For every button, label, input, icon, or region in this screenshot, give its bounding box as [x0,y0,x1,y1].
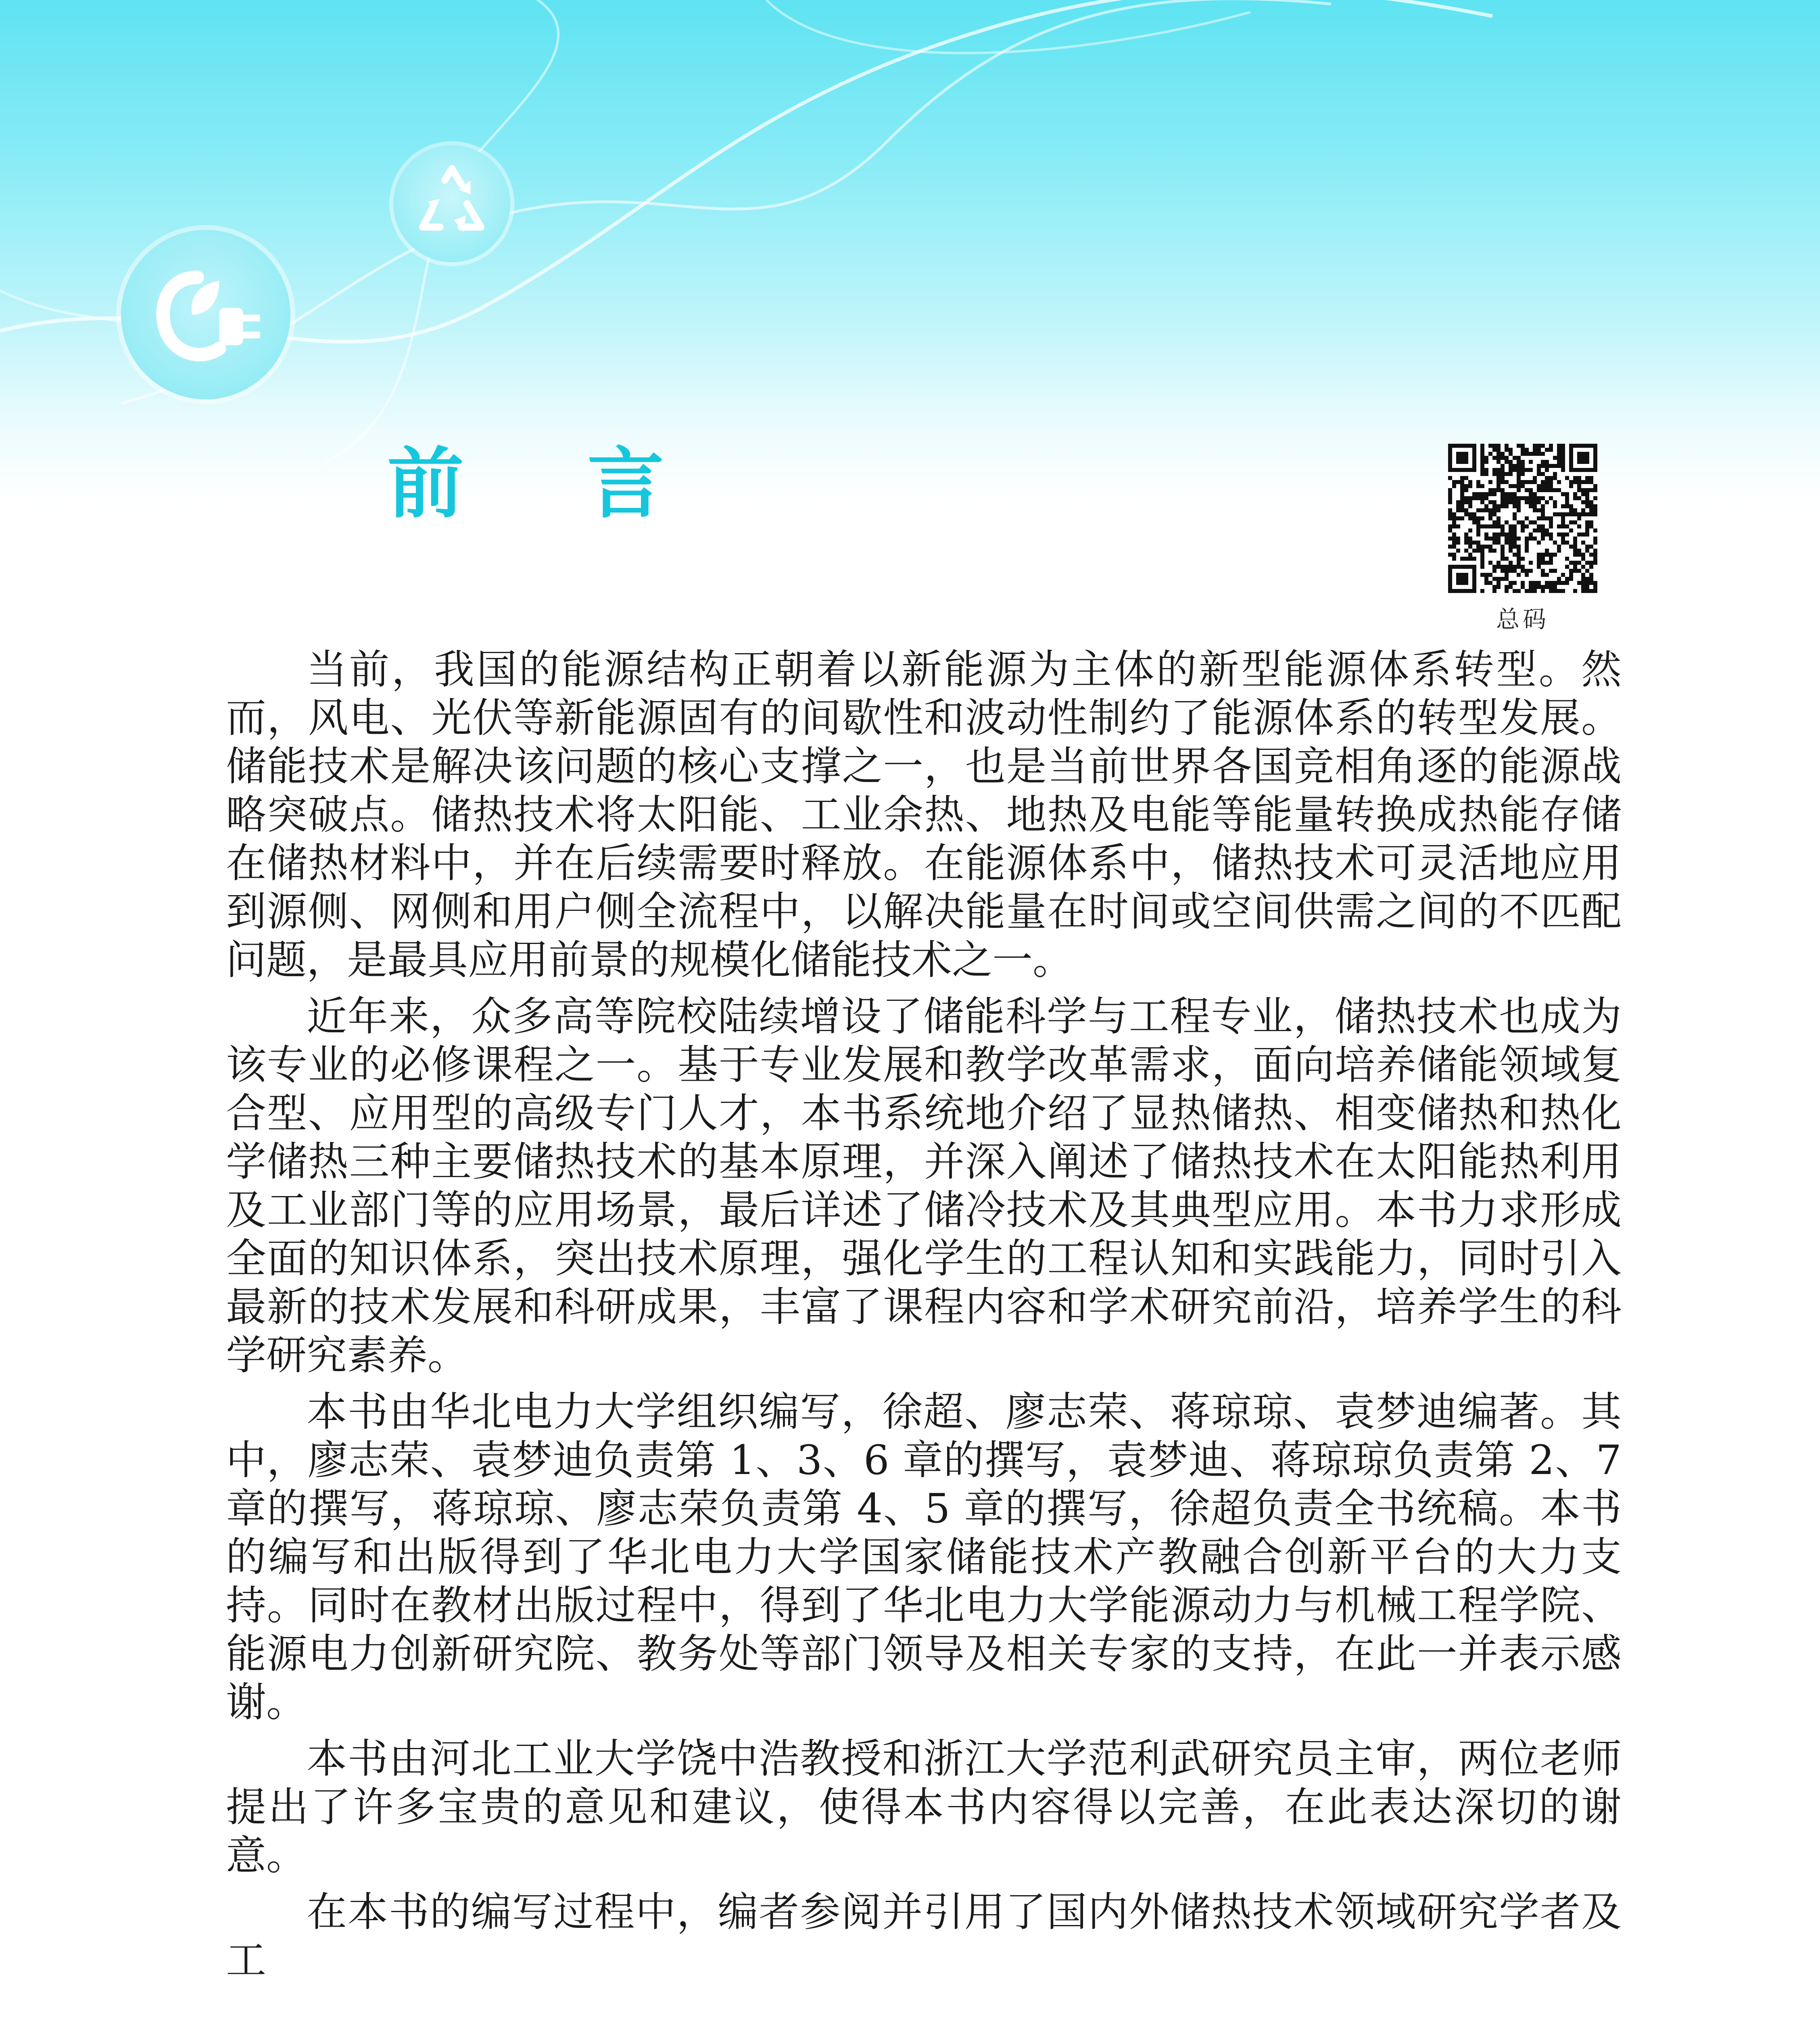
recycle-badge [393,145,510,262]
page-title: 前 言 [387,439,713,528]
paragraph: 当前，我国的能源结构正朝着以新能源为主体的新型能源体系转型。然而，风电、光伏等新能源固有的间歇性和波动性制约了能源体系的转型发展。储能技术是解决该问题的核心支撑之一，也是当前世界各国竞相角逐的能源战略突破点。储热技术将太阳能、工业余热、地热及电能等能量转换成热能存储在储热材料中，并在后续需要时释放。在能源体系中，储热技术可灵活地应用到源侧、网侧和用户侧全流程中，以解决能量在时间或空间供需之间的不匹配问题，是最具应用前景的规模化储能技术之一。 [226,646,1622,983]
leaf-plug-badge [121,230,290,399]
qr-caption: 总码 [1496,606,1549,633]
leaf-plug-icon [121,230,290,399]
qr-code[interactable] [1448,444,1597,593]
recycle-icon [393,145,510,262]
paragraph: 本书由河北工业大学饶中浩教授和浙江大学范利武研究员主审，两位老师提出了许多宝贵的意见和建议，使得本书内容得以完善，在此表达深切的谢意。 [226,1735,1622,1879]
paragraph: 本书由华北电力大学组织编写，徐超、廖志荣、蒋琼琼、袁梦迪编著。其中，廖志荣、袁梦迪负责第 1、3、6 章的撰写，袁梦迪、蒋琼琼负责第 2、7 章的撰写，蒋琼琼、廖志荣负责第 4、5 章的撰写，徐超负责全书统稿。本书的编写和出版得到了华北电力大学国家储能技术产教融合创新平台的大力支持。同时在教材出版过程中，得到了华北电力大学能源动力与机械工程学院、能源电力创新研究院、教务处等部门领导及相关专家的支持，在此一并表示感谢。 [226,1388,1622,1726]
paragraph: 在本书的编写过程中，编者参阅并引用了国内外储热技术领域研究学者及工 [226,1888,1622,1984]
preface-body [226,645,1622,1985]
paragraph: 近年来，众多高等院校陆续增设了储能科学与工程专业，储热技术也成为该专业的必修课程之一。基于专业发展和教学改革需求，面向培养储能领域复合型、应用型的高级专门人才，本书系统地介绍了显热储热、相变储热和热化学储热三种主要储热技术的基本原理，并深入阐述了储热技术在太阳能热利用及工业部门等的应用场景，最后详述了储冷技术及其典型应用。本书力求形成全面的知识体系，突出技术原理，强化学生的工程认知和实践能力，同时引入最新的技术发展和科研成果，丰富了课程内容和学术研究前沿，培养学生的科学研究素养。 [226,993,1622,1379]
